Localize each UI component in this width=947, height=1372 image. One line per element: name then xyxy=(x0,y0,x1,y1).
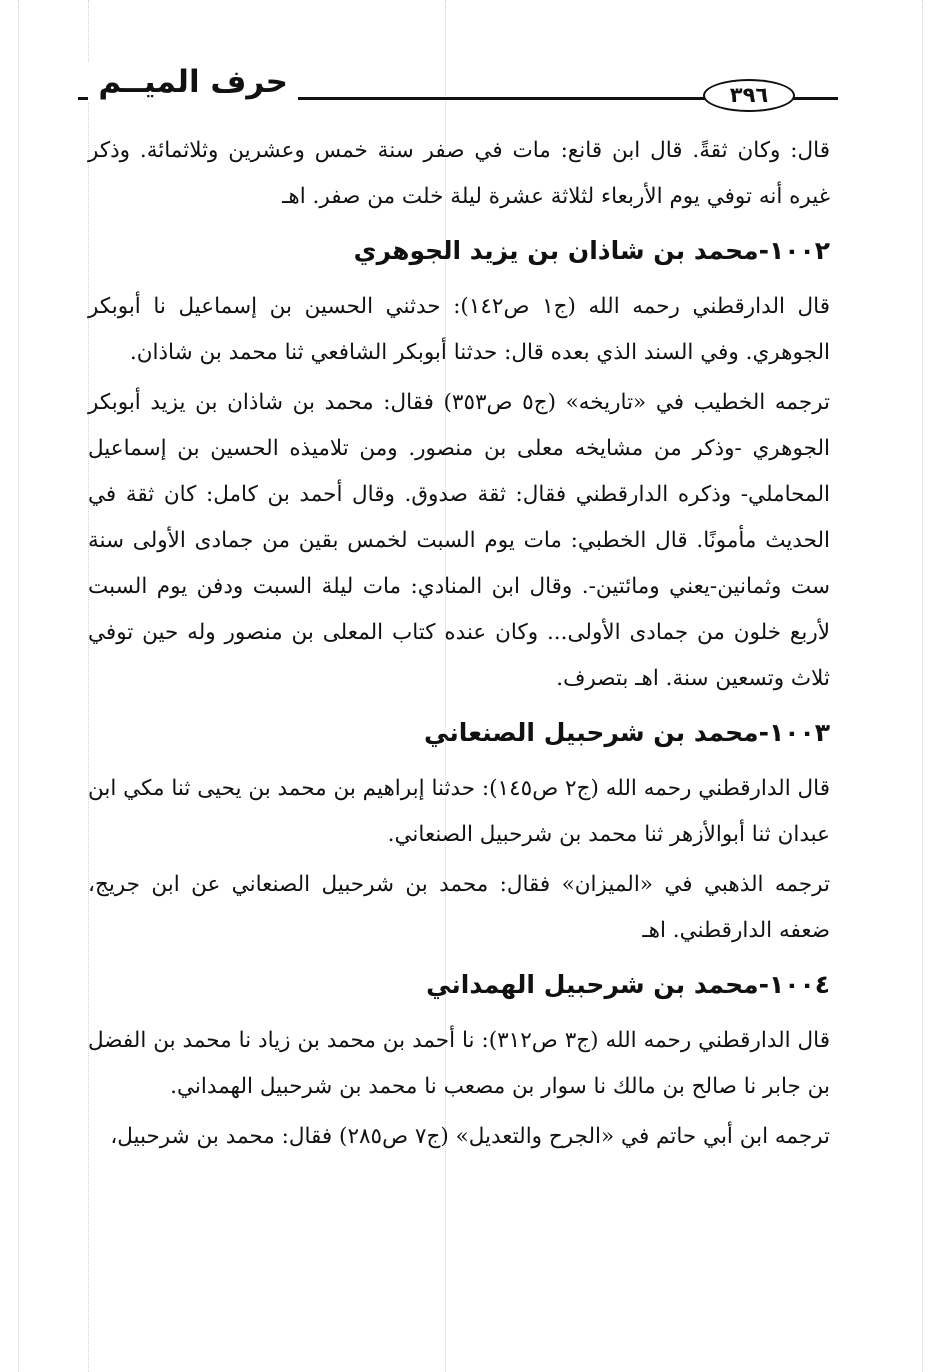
entry-heading-1002: ١٠٠٢-محمد بن شاذان بن يزيد الجوهري xyxy=(353,236,830,265)
page-number: ٣٩٦ xyxy=(703,79,795,112)
entry-heading-1004: ١٠٠٤-محمد بن شرحبيل الهمداني xyxy=(426,970,830,999)
paragraph-ibn-abi-hatim-1004: ترجمه ابن أبي حاتم في «الجرح والتعديل» (ج٧ ص٢٨٥) فقال: محمد بن شرحبيل، xyxy=(110,1124,830,1149)
paragraph-dhahabi-1003: ترجمه الذهبي في «الميزان» فقال: محمد بن شرحبيل الصنعاني عن ابن جريج، ضعفه الدارقطني. اهـ xyxy=(88,872,830,943)
scan-guide-line xyxy=(18,0,19,1372)
paragraph-daraqutni-1003: قال الدارقطني رحمه الله (ج٢ ص١٤٥): حدثنا إبراهيم بن محمد بن يحيى ثنا مكي ابن عبدان ثنا أبوالأزهر ثنا محمد بن شرحبيل الصنعاني. xyxy=(88,776,831,847)
paragraph-daraqutni-1004: قال الدارقطني رحمه الله (ج٣ ص٣١٢): نا أحمد بن محمد بن زياد نا محمد بن الفضل بن جابر نا صالح بن مالك نا سوار بن مصعب نا محمد بن شرحبيل الهمداني. xyxy=(88,1028,831,1099)
chapter-title: حرف الميــم xyxy=(88,62,298,102)
paragraph-khatib-1002: ترجمه الخطيب في «تاريخه» (ج٥ ص٣٥٣) فقال: محمد بن شاذان بن يزيد أبوبكر الجوهري -وذكر من مشايخه معلى بن منصور. ومن تلاميذه الحسين بن إسماعيل المحاملي- وذكره الدارقطني فقال: ثقة صدوق. وقال أحمد بن كامل: كان ثقة في الحديث مأمونًا. قال الخطبي: مات يوم السبت لخمس بقين من جمادى الأولى سنة ست وثمانين-يعني ومائتين-. وقال ابن المنادي: مات ليلة السبت ودفن يوم السبت لأربع خلون من جمادى الأولى... وكان عنده كتاب المعلى بن منصور وله حين توفي ثلاث وتسعين سنة. اهـ بتصرف. xyxy=(88,390,830,691)
scan-guide-line xyxy=(922,0,923,1372)
paragraph-continuation: قال: وكان ثقةً. قال ابن قانع: مات في صفر سنة خمس وعشرين وثلاثمائة. وذكر غيره أنه توفي يوم الأربعاء لثلاثة عشرة ليلة خلت من صفر. اهـ xyxy=(88,138,830,209)
page-header xyxy=(78,66,838,116)
page-body xyxy=(88,128,830,1160)
entry-heading-1003: ١٠٠٣-محمد بن شرحبيل الصنعاني xyxy=(424,718,830,747)
paragraph-daraqutni-1002: قال الدارقطني رحمه الله (ج١ ص١٤٢): حدثني الحسين بن إسماعيل نا أبوبكر الجوهري. وفي السند الذي بعده قال: حدثنا أبوبكر الشافعي ثنا محمد بن شاذان. xyxy=(88,294,831,365)
